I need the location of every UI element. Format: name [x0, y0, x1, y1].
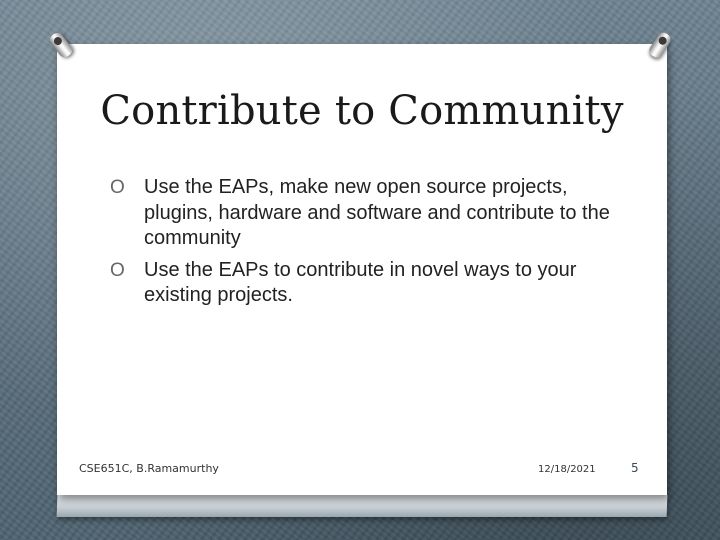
pushpin-icon: [647, 30, 673, 59]
bullet-text: Use the EAPs, make new open source projects, plugins, hardware and software and contribute to the community: [144, 176, 610, 249]
footer-author: CSE651C, B.Ramamurthy: [79, 462, 219, 475]
bullet-item: [110, 175, 610, 252]
bullet-item: [110, 258, 610, 309]
bullet-text: Use the EAPs to contribute in novel ways to your existing projects.: [144, 258, 577, 306]
bullet-list: [110, 175, 610, 315]
bullet-marker-icon: O: [110, 177, 125, 198]
slide-title: Contribute to Community: [100, 88, 624, 134]
paper-bottom-curl: [57, 495, 668, 517]
page-number: 5: [631, 461, 639, 475]
bullet-marker-icon: O: [110, 259, 125, 281]
footer-date: 12/18/2021: [538, 464, 596, 475]
